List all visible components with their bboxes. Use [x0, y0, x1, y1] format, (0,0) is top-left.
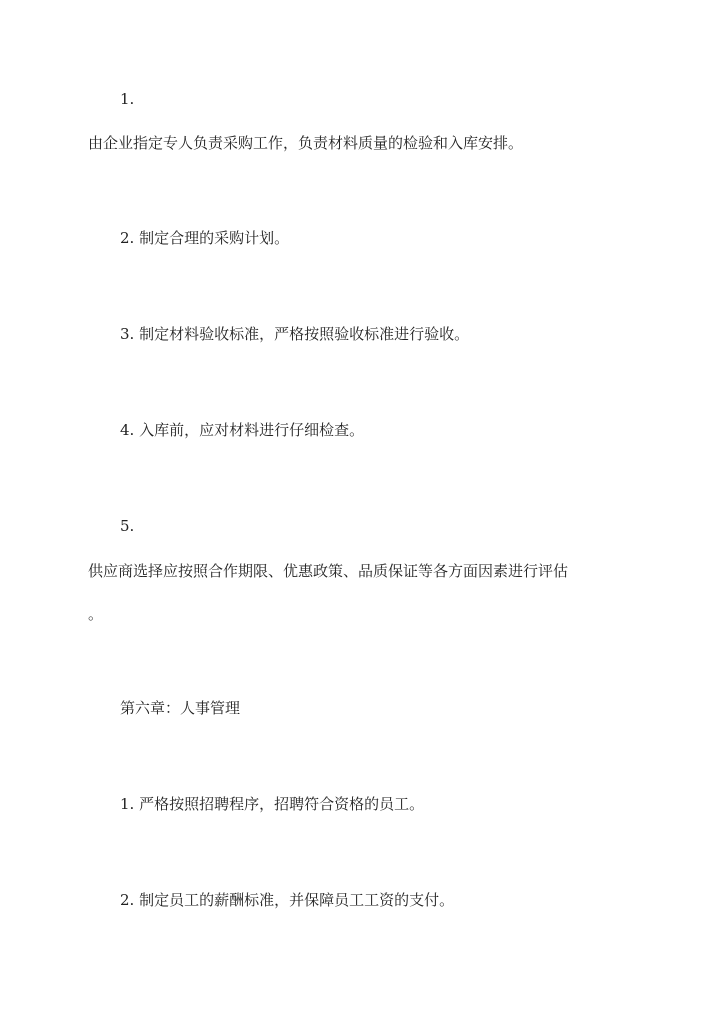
chapter-6-heading: 第六章：人事管理: [120, 699, 241, 717]
hr-item-2-text: 2. 制定员工的薪酬标准，并保障员工工资的支付。: [120, 891, 455, 909]
item-5-text-continuation: 。: [88, 605, 104, 623]
hr-item-1-text: 1. 严格按照招聘程序，招聘符合资格的员工。: [120, 795, 425, 813]
item-4-text: 4. 入库前，应对材料进行仔细检查。: [120, 421, 365, 439]
item-2-text: 2. 制定合理的采购计划。: [120, 229, 290, 247]
item-3-text: 3. 制定材料验收标准，严格按照验收标准进行验收。: [120, 325, 470, 343]
item-5-text: 供应商选择应按照合作期限、优惠政策、品质保证等各方面因素进行评估: [88, 562, 569, 580]
item-1-number: 1.: [120, 90, 135, 108]
item-1-text: 由企业指定专人负责采购工作，负责材料质量的检验和入库安排。: [88, 134, 524, 152]
item-5-number: 5.: [120, 517, 135, 535]
